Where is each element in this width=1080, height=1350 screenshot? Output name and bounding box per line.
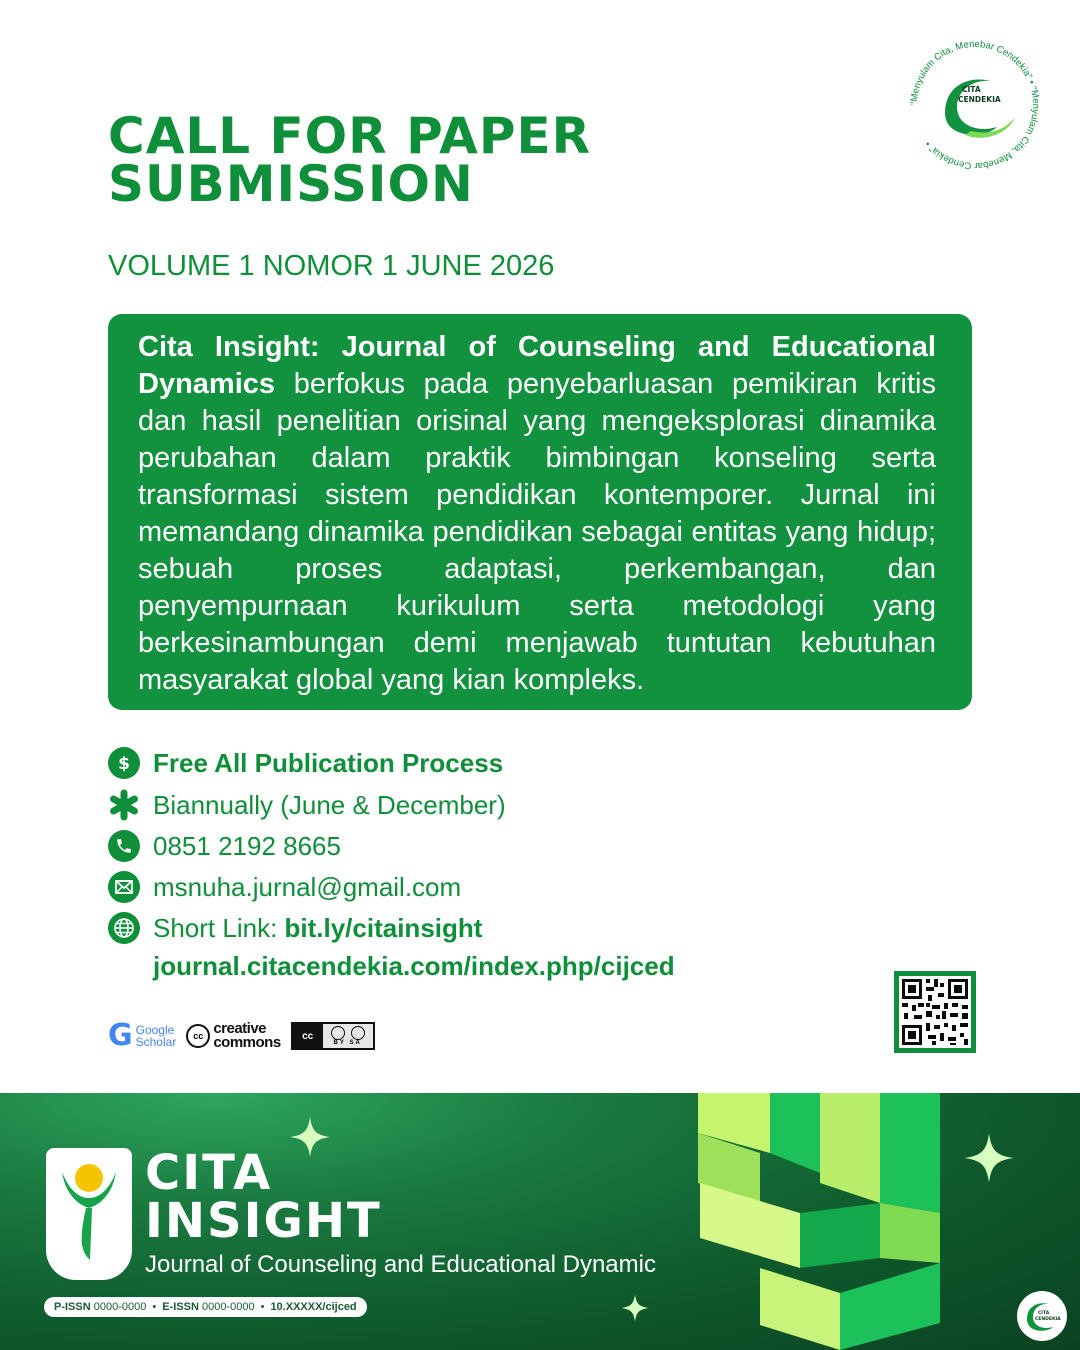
page-title bbox=[108, 107, 592, 213]
info-fee bbox=[108, 747, 503, 779]
info-phone bbox=[108, 830, 341, 862]
corner-logo-line1: CITA bbox=[1038, 1311, 1050, 1316]
google-scholar-badge bbox=[108, 1018, 177, 1053]
logo-name-line1: CITA bbox=[962, 85, 981, 94]
license-sa: SA bbox=[349, 1040, 362, 1046]
license-by: BY bbox=[333, 1040, 346, 1046]
globe-icon bbox=[108, 912, 140, 944]
brand-line1: CITA bbox=[145, 1145, 273, 1201]
issn-separator: • bbox=[260, 1301, 265, 1313]
frequency-text: Biannually (June & December) bbox=[153, 789, 506, 820]
google-scholar-icon: G bbox=[108, 1018, 133, 1053]
cita-insight-logo-icon bbox=[46, 1148, 132, 1280]
description-body: berfokus pada penyebarluasan pemikiran kritis dan hasil penelitian orisinal yang mengeksplorasi dinamika perubahan dalam praktik bimbingan konseling serta transformasi sistem pendidikan kontemporer. Jurnal ini memandang dinamika pendidikan sebagai entitas yang hidup; sebuah proses adaptasi, perkembangan, dan penyempurnaan kurikulum serta metodologi yang berkesinambungan demi menjawab tuntutan kebutuhan masyarakat global yang kian kompleks. bbox=[138, 368, 936, 696]
corner-cita-cendekia-logo bbox=[1017, 1291, 1067, 1341]
info-frequency bbox=[108, 789, 506, 821]
eissn-label: E-ISSN bbox=[162, 1301, 199, 1313]
qr-code[interactable] bbox=[894, 971, 976, 1053]
cc-icon: cc bbox=[186, 1024, 210, 1048]
short-link-label: Short Link: bbox=[153, 912, 285, 943]
issn-pill bbox=[44, 1297, 367, 1317]
journal-name: Cita Insight: Journal of Counseling and Educational Dynamics bbox=[138, 331, 936, 400]
dollar-icon bbox=[108, 747, 140, 779]
short-link[interactable]: bit.ly/citainsight bbox=[284, 912, 483, 943]
issn-separator: • bbox=[152, 1301, 157, 1313]
cc-line1: creative bbox=[213, 1020, 267, 1037]
title-line1: CALL FOR PAPER bbox=[108, 107, 592, 165]
cc-line2: commons bbox=[213, 1034, 281, 1051]
index-badges bbox=[108, 1018, 375, 1054]
gs-line1: Google bbox=[135, 1023, 175, 1037]
info-short-link bbox=[108, 912, 482, 944]
gs-line2: Scholar bbox=[135, 1035, 177, 1049]
doi-value: 10.XXXXX/cijced bbox=[270, 1301, 357, 1313]
cc-by-sa-license bbox=[291, 1022, 375, 1050]
phone-icon bbox=[108, 830, 140, 862]
description-text bbox=[138, 329, 936, 699]
by-sa-icons bbox=[331, 1026, 365, 1040]
cc-license-icon: cc bbox=[293, 1024, 323, 1048]
svg-text:$: $ bbox=[118, 754, 130, 773]
title-line2: SUBMISSION bbox=[108, 155, 474, 213]
footer-banner bbox=[0, 1093, 1080, 1350]
pissn-value: 0000-0000 bbox=[93, 1301, 147, 1313]
asterisk-icon bbox=[108, 789, 140, 821]
corner-logo-line2: CENDEKIA bbox=[1035, 1317, 1061, 1322]
journal-url[interactable]: journal.citacendekia.com/index.php/cijced bbox=[153, 951, 675, 981]
phone-text[interactable]: 0851 2192 8665 bbox=[153, 830, 341, 861]
sparkle-icon bbox=[962, 1131, 1016, 1185]
eissn-value: 0000-0000 bbox=[201, 1301, 255, 1313]
footer-brand bbox=[145, 1145, 382, 1249]
brand-line2: INSIGHT bbox=[145, 1193, 382, 1249]
pissn-label: P-ISSN bbox=[54, 1301, 91, 1313]
description-box bbox=[108, 314, 972, 710]
logo-name-line2: CENDEKIA bbox=[958, 95, 1001, 104]
cita-cendekia-logo bbox=[905, 35, 1045, 175]
sparkle-icon bbox=[620, 1293, 650, 1323]
info-email bbox=[108, 871, 461, 903]
footer-subtitle: Journal of Counseling and Educational Dynamic bbox=[145, 1251, 656, 1278]
logo-circle-text: “Menyulam Cita, Menebar Cendekia” • “Menyulam Cita, Menebar Cendekia” • bbox=[908, 38, 1042, 172]
email-text[interactable]: msnuha.jurnal@gmail.com bbox=[153, 871, 462, 902]
volume-label: VOLUME 1 NOMOR 1 JUNE 2026 bbox=[108, 250, 555, 282]
creative-commons-badge bbox=[186, 1022, 280, 1050]
fee-text: Free All Publication Process bbox=[153, 747, 504, 778]
mail-icon bbox=[108, 871, 140, 903]
